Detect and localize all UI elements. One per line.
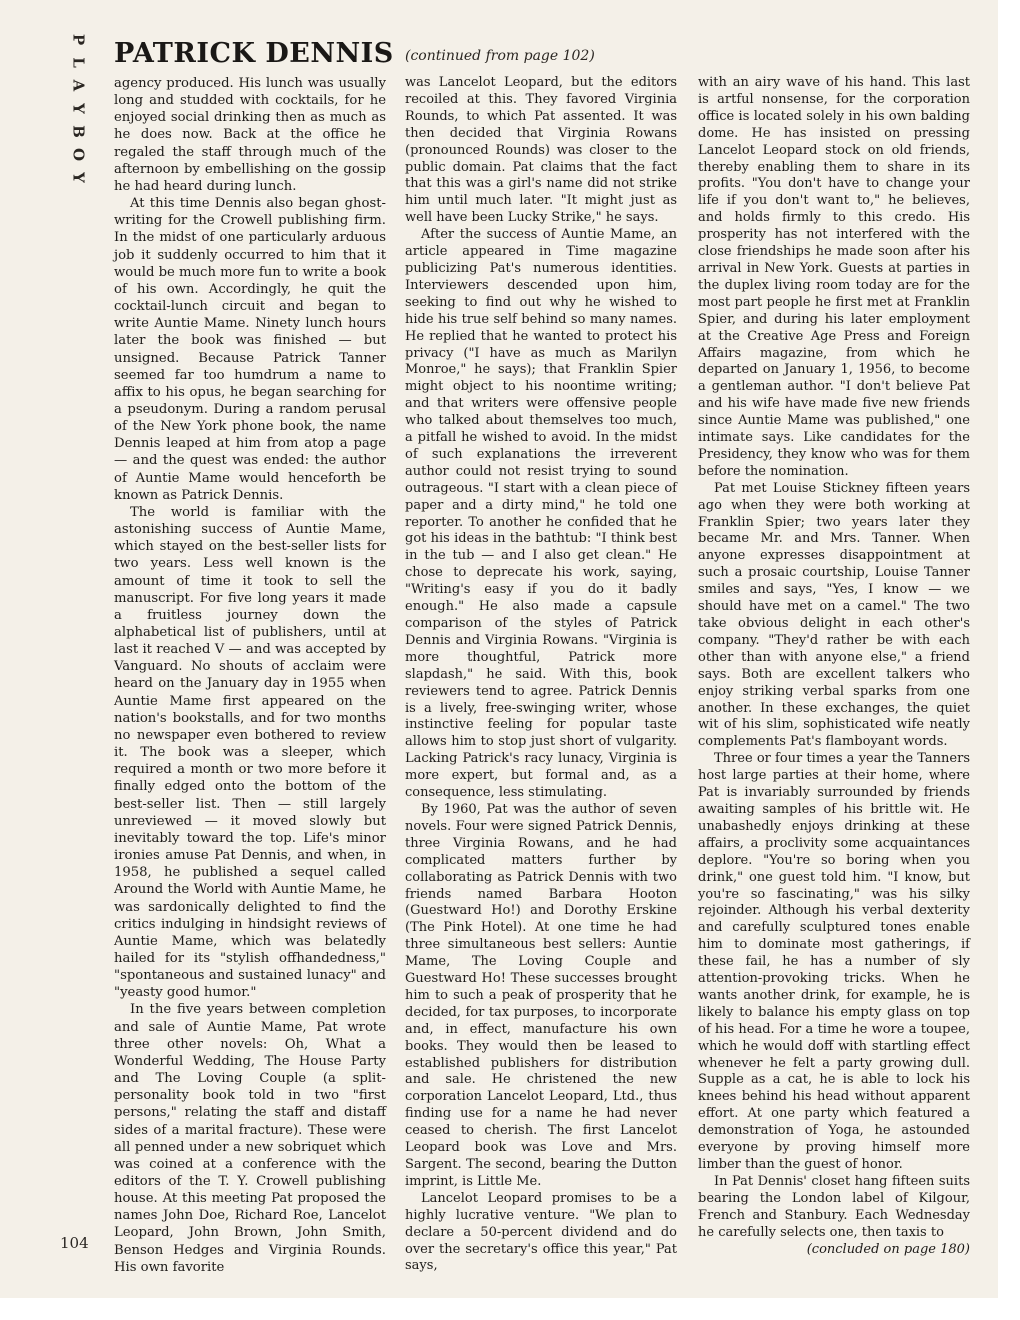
column-3 (698, 75, 970, 1258)
paragraph: In the five years between completion and sale of Auntie Mame, Pat wrote three other novels: Oh, What a Wonderful Wedding, The House Party and The Loving Couple (a split-personality book told in two "first persons," relating the staff and distaff sides of a marital fracture). These were all penned under a new sobriquet which was coined at a conference with the editors of the T. Y. Crowell publishing house. At this meeting Pat proposed the names John Doe, Richard Roe, Lancelot Leopard, John Brown, John Smith, Benson Hedges and Virginia Rounds. His own favorite (114, 1002, 386, 1275)
magazine-folio: P L A Y B O Y (69, 33, 88, 183)
article-title: PATRICK DENNIS (114, 38, 394, 69)
concluded-note: (concluded on page 180) (806, 1241, 970, 1257)
paragraph: was Lancelot Leopard, but the editors recoiled at this. They favored Virginia Rounds, to which Pat assented. It was then decided that Virginia Rowans (pronounced Rounds) was closer to the public domain. Pat claims that the fact that this was a girl's name did not strike him until much later. "It might just as well have been Lucky Strike," he says. (405, 75, 677, 226)
paragraph: Three or four times a year the Tanners host large parties at their home, where Pat is invariably surrounded by friends awaiting samples of his brittle wit. He unabashedly enjoys drinking at these affairs, a proclivity some acquaintances deplore. "You're so boring when you drink," one guest told him. "I know, but you're so fascinating," was his silky rejoinder. Although his verbal dexterity and carefully sculptured tones enable him to dominate most gatherings, if these fail, he has a number of sly attention-provoking tricks. When he wants another drink, for example, he is likely to balance his empty glass on top of his head. For a time he wore a toupee, which he would doff with startling effect whenever he felt a party growing dull. Supple as a cat, he is able to lock his knees behind his head without apparent effort. At one party which featured a demonstration of Yoga, he astounded everyone by proving himself more limber than the guest of honor. (698, 751, 970, 1172)
page-number: 104 (60, 1234, 89, 1252)
continued-note: (continued from page 102) (405, 48, 595, 64)
column-2 (405, 75, 677, 1275)
paragraph: Lancelot Leopard promises to be a highly lucrative venture. "We plan to declare a 50-percent dividend and do over the secretary's office this year," Pat says, (405, 1190, 677, 1274)
paragraph: After the success of Auntie Mame, an article appeared in Time magazine publicizing Pat's numerous identities. Interviewers descended upon him, seeking to find out why he wished to hide his true self behind so many names. He replied that he wanted to protect his privacy ("I have as much as Marilyn Monroe," he says); that Franklin Spier might object to his noontime writing; and that writers were offensive people who talked about themselves too much, a pitfall he wished to avoid. In the midst of such explanations the irreverent author could not resist trying to sound outrageous. "I start with a clean piece of paper and a dirty mind," he told one reporter. To another he confided that he got his ideas in the bathtub: "I think best in the tub — and I also get clean." He chose to deprecate his work, saying, "Writing's easy if you do it badly enough." He also made a capsule comparison of the styles of Patrick Dennis and Virginia Rowans. "Virginia is more thoughtful, Patrick more slapdash," he said. With this, book reviewers tend to agree. Patrick Dennis is a lively, free-swinging writer, whose instinctive feeling for popular taste allows him to stop just short of vulgarity. Lacking Patrick's racy lunacy, Virginia is more expert, but formal and, as a consequence, less stimulating. (405, 227, 677, 801)
column-1 (114, 75, 386, 1276)
paragraph: The world is familiar with the astonishing success of Auntie Mame, which stayed on the best-seller lists for two years. Less well known is the amount of time it took to sell the manuscript. For five long years it made a fruitless journey down the alphabetical list of publishers, until at last it reached V — and was accepted by Vanguard. No shouts of acclaim were heard on the January day in 1955 when Auntie Mame first appeared on the nation's bookstalls, and for two months no newspaper even bothered to review it. The book was a sleeper, which required a month or two more before it finally edged onto the bottom of the best-seller list. Then — still largely unreviewed — it moved slowly but inevitably toward the top. Life's minor ironies amuse Pat Dennis, and when, in 1958, he published a sequel called Around the World with Auntie Mame, he was sardonically delighted to find the critics indulging in hindsight reviews of Auntie Mame, which was belatedly hailed for its "stylish offhandedness," "spontaneous and sustained lunacy" and "yeasty good humor." (114, 504, 386, 1001)
paragraph: At this time Dennis also began ghost-writing for the Crowell publishing firm. In the midst of one particularly arduous job it suddenly occurred to him that it would be much more fun to write a book of his own. Accordingly, he quit the cocktail-lunch circuit and began to write Auntie Mame. Ninety lunch hours later the book was finished — but unsigned. Because Patrick Tanner seemed far too humdrum a name to affix to his opus, he began searching for a pseudonym. During a random perusal of the New York phone book, the name Dennis leaped at him from atop a page — and the quest was ended: the author of Auntie Mame would henceforth be known as Patrick Dennis. (114, 196, 386, 503)
paragraph: with an airy wave of his hand. This last is artful nonsense, for the corporation office is located solely in his own balding dome. He has insisted on pressing Lancelot Leopard stock on old friends, thereby enabling them to share in its profits. "You don't have to change your life if you don't want to," he believes, and holds firmly to this credo. His prosperity has not interfered with the close friendships he made soon after his arrival in New York. Guests at parties in the duplex living room today are for the most part people he first met at Franklin Spier, and during his later employment at the Creative Age Press and Foreign Affairs magazine, from which he departed on January 1, 1956, to become a gentleman author. "I don't believe Pat and his wife have made five new friends since Auntie Mame was published," one intimate says. Like candidates for the Presidency, they know who was for them before the nomination. (698, 75, 970, 479)
page-margin-right (998, 0, 1020, 1320)
paragraph: agency produced. His lunch was usually long and studded with cocktails, for he enjoyed social drinking then as much as he does now. Back at the office he regaled the staff through much of the afternoon by embellishing on the gossip he had heard during lunch. (114, 76, 386, 194)
page-margin-bottom (0, 1298, 1020, 1320)
paragraph: Pat met Louise Stickney fifteen years ago when they were both working at Franklin Spier; two years later they became Mr. and Mrs. Tanner. When anyone expresses disappointment at such a prosaic courtship, Louise Tanner smiles and says, "Yes, I know — we should have met on a camel." The two take obvious delight in each other's company. "They'd rather be with each other than with anyone else," a friend says. Both are excellent talkers who enjoy striking verbal sparks from one another. In these exchanges, the quiet wit of his slim, sophisticated wife neatly complements Pat's flamboyant words. (698, 480, 970, 750)
paragraph: In Pat Dennis' closet hang fifteen suits bearing the London label of Kilgour, French and Stanbury. Each Wednesday he carefully selects one, then taxis to (698, 1173, 970, 1240)
paragraph: By 1960, Pat was the author of seven novels. Four were signed Patrick Dennis, three Virginia Rowans, and he had complicated matters further by collaborating as Patrick Dennis with two friends named Barbara Hooton (Guestward Ho!) and Dorothy Erskine (The Pink Hotel). At one time he had three simultaneous best sellers: Auntie Mame, The Loving Couple and Guestward Ho! These successes brought him to such a peak of prosperity that he decided, for tax purposes, to incorporate and, in effect, manufacture his own books. They would then be leased to established publishers for distribution and sale. He christened the new corporation Lancelot Leopard, Ltd., thus finding use for a name he had never ceased to cherish. The first Lancelot Leopard book was Love and Mrs. Sargent. The second, bearing the Dutton imprint, is Little Me. (405, 801, 677, 1189)
